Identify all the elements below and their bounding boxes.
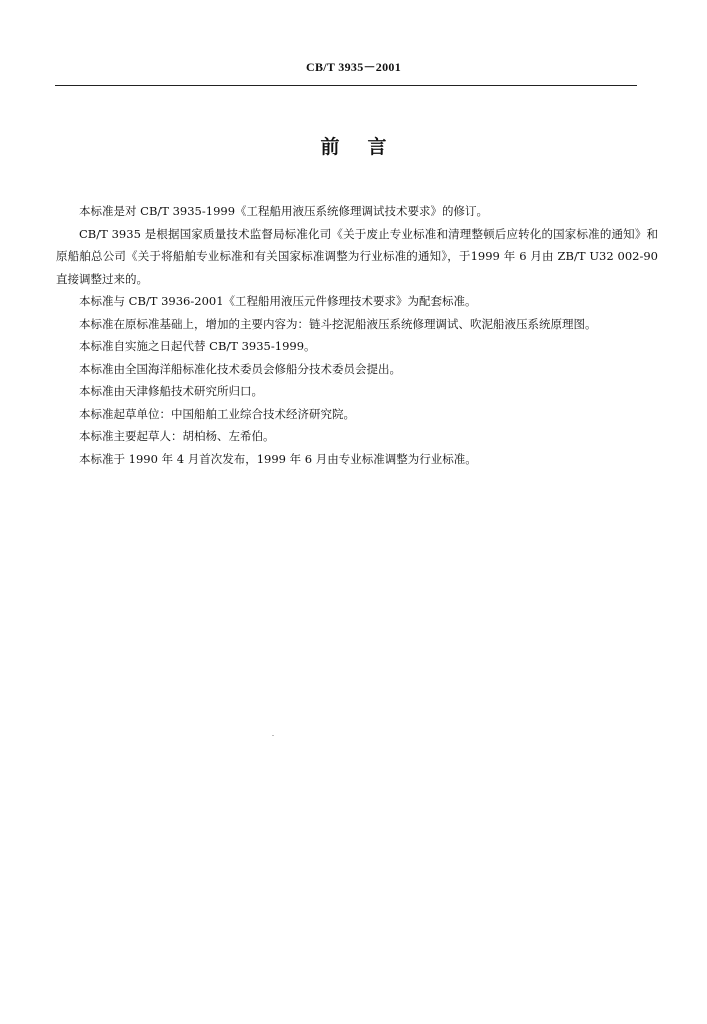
paragraph-revision-statement: 本标准是对 CB/T 3935-1999《工程船用液压系统修理调试技术要求》的修订。 — [79, 204, 489, 218]
standard-number-header: CB/T 3935－2001 — [306, 60, 401, 74]
paragraph-replacement: 本标准自实施之日起代替 CB/T 3935-1999。 — [79, 339, 316, 353]
paragraph-companion-standard: 本标准与 CB/T 3936-2001《工程船用液压元件修理技术要求》为配套标准。 — [79, 294, 477, 308]
page-title: 前言 — [320, 136, 415, 158]
foreword-body — [56, 200, 658, 470]
paragraph-additions: 本标准在原标准基础上，增加的主要内容为：链斗挖泥船液压系统修理调试、吹泥船液压系统原理图。 — [79, 316, 597, 331]
header-divider — [55, 85, 637, 86]
paragraph-proposer: 本标准由全国海洋船标准化技术委员会修船分技术委员会提出。 — [79, 361, 401, 376]
paragraph-history: 本标准于 1990 年 4 月首次发布，1999 年 6 月由专业标准调整为行业标准。 — [79, 451, 477, 466]
paragraph-origin: CB/T 3935 是根据国家质量技术监督局标准化司《关于废止专业标准和清理整顿后应转化的国家标准的通知》和原船舶总公司《关于将船舶专业标准和有关国家标准调整为行业标准的通知》，于1999 年 6 月由 ZB/T U32 002-90 直接调整过来的。 — [56, 226, 658, 286]
paragraph-drafters: 本标准主要起草人：胡柏杨、左希伯。 — [79, 429, 275, 443]
scan-artifact — [272, 735, 274, 736]
paragraph-drafting-unit: 本标准起草单位：中国船舶工业综合技术经济研究院。 — [79, 406, 355, 421]
paragraph-administrator: 本标准由天津修船技术研究所归口。 — [79, 384, 263, 398]
